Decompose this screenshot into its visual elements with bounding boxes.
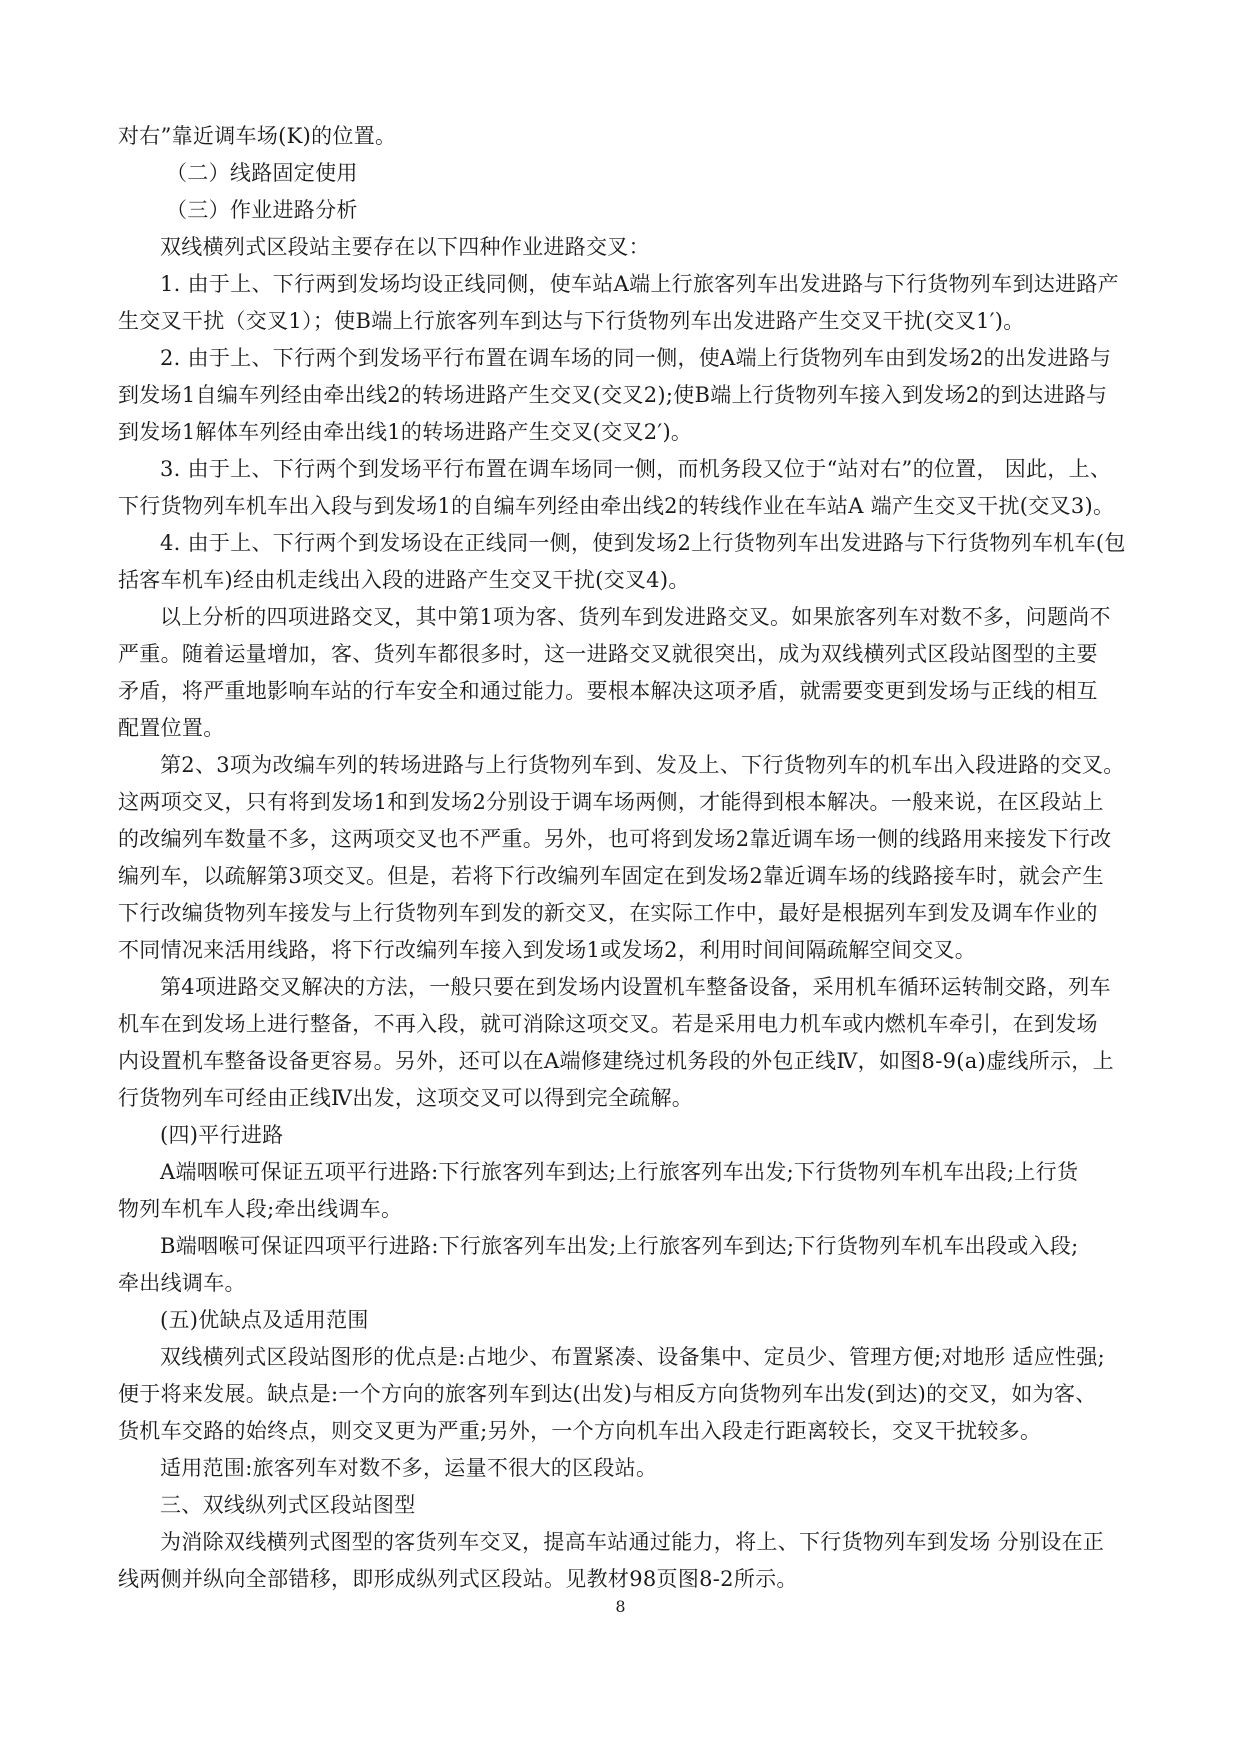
text-line: 货机车交路的始终点，则交叉更为严重;另外，一个方向机车出入段走行距离较长，交叉干扰较多。 bbox=[118, 1419, 1042, 1443]
text-line: 不同情况来活用线路，将下行改编列车接入到发场1或发场2，利用时间间隔疏解空间交叉。 bbox=[118, 938, 977, 962]
text-line: 下行货物列车机车出入段与到发场1的自编车列经由牵出线2的转线作业在车站A 端产生交叉干扰(交叉3)。 bbox=[118, 494, 1115, 518]
body-text bbox=[118, 118, 1128, 1598]
text-line: 第4项进路交叉解决的方法，一般只要在到发场内设置机车整备设备，采用机车循环运转制交路，列车 bbox=[160, 975, 1111, 999]
text-line: 内设置机车整备设备更容易。另外，还可以在A端修建绕过机务段的外包正线Ⅳ，如图8-9(a)虚线所示，上 bbox=[118, 1049, 1114, 1073]
text-line: 下行改编货物列车接发与上行货物列车到发的新交叉，在实际工作中，最好是根据列车到发及调车作业的 bbox=[118, 901, 1098, 925]
text-line: 便于将来发展。缺点是:一个方向的旅客列车到达(出发)与相反方向货物列车出发(到达)的交叉，如为客、 bbox=[118, 1382, 1097, 1406]
text-line: 双线横列式区段站主要存在以下四种作业进路交叉： bbox=[160, 235, 650, 259]
text-line: 牵出线调车。 bbox=[118, 1271, 246, 1295]
text-line: 生交叉干扰（交叉1）；使B端上行旅客列车到达与下行货物列车出发进路产生交叉干扰(交叉1′)。 bbox=[118, 309, 1025, 333]
text-line: 这两项交叉，只有将到发场1和到发场2分别设于调车场两侧，才能得到根本解决。一般来说，在区段站上 bbox=[118, 790, 1104, 814]
page-number: 8 bbox=[615, 1597, 626, 1616]
text-line: 矛盾，将严重地影响车站的行车安全和通过能力。要根本解决这项矛盾，就需要变更到发场与正线的相互 bbox=[118, 679, 1098, 703]
section-heading: (四)平行进路 bbox=[160, 1123, 284, 1147]
text-line: B端咽喉可保证四项平行进路:下行旅客列车出发;上行旅客列车到达;下行货物列车机车出段或入段; bbox=[160, 1234, 1079, 1258]
text-line: 编列车，以疏解第3项交叉。但是，若将下行改编列车固定在到发场2靠近调车场的线路接车时，就会产生 bbox=[118, 864, 1104, 888]
text-line: 为消除双线横列式图型的客货列车交叉，提高车站通过能力，将上、下行货物列车到发场 分别设在正 bbox=[160, 1530, 1105, 1554]
text-line: 线两侧并纵向全部错移，即形成纵列式区段站。见教材98页图8-2所示。 bbox=[118, 1567, 798, 1591]
text-line: 对右”靠近调车场(K)的位置。 bbox=[118, 124, 397, 148]
text-line: 严重。随着运量增加，客、货列车都很多时，这一进路交叉就很突出，成为双线横列式区段站图型的主要 bbox=[118, 642, 1098, 666]
text-line: 1. 由于上、下行两到发场均设正线同侧，使车站A端上行旅客列车出发进路与下行货物列车到达进路产 bbox=[160, 272, 1119, 296]
section-heading: （二）线路固定使用 bbox=[166, 161, 358, 185]
section-heading: （三）作业进路分析 bbox=[166, 198, 358, 222]
text-line: 适用范围:旅客列车对数不多，运量不很大的区段站。 bbox=[160, 1456, 658, 1480]
text-line: 物列车机车人段;牵出线调车。 bbox=[118, 1197, 403, 1221]
text-line: 双线横列式区段站图形的优点是:占地少、布置紧凑、设备集中、定员少、管理方便;对地形 适应性强; bbox=[160, 1345, 1105, 1369]
section-heading: (五)优缺点及适用范围 bbox=[160, 1308, 369, 1332]
section-heading: 三、双线纵列式区段站图型 bbox=[160, 1493, 416, 1517]
text-line: 机车在到发场上进行整备，不再入段，就可消除这项交叉。若是采用电力机车或内燃机车牵引，在到发场 bbox=[118, 1012, 1098, 1036]
text-line: 配置位置。 bbox=[118, 716, 225, 740]
text-line: 括客车机车)经由机走线出入段的进路产生交叉干扰(交叉4)。 bbox=[118, 568, 690, 592]
text-line: 以上分析的四项进路交叉，其中第1项为客、货列车到发进路交叉。如果旅客列车对数不多，问题尚不 bbox=[160, 605, 1111, 629]
text-line: A端咽喉可保证五项平行进路:下行旅客列车到达;上行旅客列车出发;下行货物列车机车出段;上行货 bbox=[160, 1160, 1079, 1184]
text-line: 2. 由于上、下行两个到发场平行布置在调车场的同一侧，使A端上行货物列车由到发场2的出发进路与 bbox=[160, 346, 1112, 370]
text-line: 4. 由于上、下行两个到发场设在正线同一侧，使到发场2上行货物列车出发进路与下行货物列车机车(包 bbox=[160, 531, 1126, 555]
text-line: 第2、3项为改编车列的转场进路与上行货物列车到、发及上、下行货物列车的机车出入段进路的交叉。 bbox=[160, 753, 1125, 777]
text-line: 3. 由于上、下行两个到发场平行布置在调车场同一侧，而机务段又位于“站对右”的位置， 因此，上、 bbox=[160, 457, 1112, 481]
text-line: 到发场1自编车列经由牵出线2的转场进路产生交叉(交叉2);使B端上行货物列车接入到发场2的到达进路与 bbox=[118, 383, 1108, 407]
text-line: 行货物列车可经由正线Ⅳ出发，这项交叉可以得到完全疏解。 bbox=[118, 1086, 694, 1110]
text-line: 的改编列车数量不多，这两项交叉也不严重。另外，也可将到发场2靠近调车场一侧的线路用来接发下行改 bbox=[118, 827, 1112, 851]
text-line: 到发场1解体车列经由牵出线1的转场进路产生交叉(交叉2′)。 bbox=[118, 420, 693, 444]
